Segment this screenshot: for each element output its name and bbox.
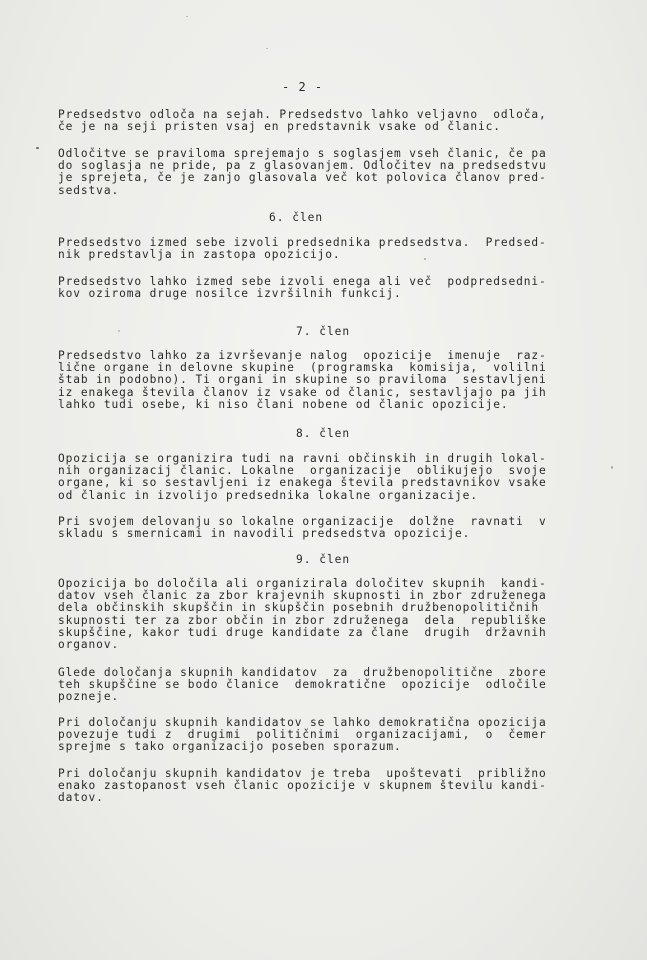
text-line: iz enakega števila članov iz vsake od članic, sestavljajo pa jih xyxy=(58,385,547,399)
text-line: dela občinskih skupščin in skupščin posebnih družbenopolitičnih xyxy=(58,601,540,615)
text-line: Opozicija bo določila ali organizirala določitev skupnih kandi- xyxy=(58,577,547,590)
text-line: je sprejeta, če je zanjo glasovala več kot polovica članov pred- xyxy=(58,171,547,185)
text-line: lahko tudi osebe, ki niso člani nobene od članic opozicije. xyxy=(58,397,509,411)
paragraph-alliances xyxy=(58,717,603,754)
paragraph-representation xyxy=(58,768,603,805)
text-line: Predsedstvo odloča na sejah. Predsedstvo lahko veljavno odloča, xyxy=(58,108,547,121)
paragraph-sessions xyxy=(58,109,603,133)
text-line: skupščine, kakor tudi druge kandidate za člane drugih državnih xyxy=(58,625,547,639)
text-line: Predsedstvo lahko izmed sebe izvoli enega ali več podpredsedni- xyxy=(58,275,547,288)
text-line: sprejme s tako organizacijo poseben sporazum. xyxy=(58,740,402,754)
text-line: organe, ki so sestavljeni iz enakega števila predstavnikov vsake xyxy=(58,476,547,490)
text-line: do soglasja ne pride, pa z glasovanjem. Odločitev na predsedstvu xyxy=(58,159,547,173)
text-line: datov. xyxy=(58,791,104,805)
scan-speck xyxy=(424,258,426,260)
page-number: - 2 - xyxy=(282,80,324,94)
paragraph-president xyxy=(58,237,603,261)
text-line: Pri določanju skupnih kandidatov je treba upoštevati približno xyxy=(58,767,547,780)
text-line: lične organe in delovne skupine (programska komisija, volilni xyxy=(58,361,547,375)
text-line: organov. xyxy=(58,638,120,652)
paragraph-candidates xyxy=(58,578,603,651)
text-line: nih organizacij članic. Lokalne organizacije oblikujejo svoje xyxy=(58,464,547,478)
paragraph-local-duties xyxy=(58,516,603,540)
scan-speck xyxy=(266,48,268,49)
text-line: Pri svojem delovanju so lokalne organizacije dolžne ravnati v xyxy=(58,515,547,528)
text-line: Glede določanja skupnih kandidatov za družbenopolitične zbore xyxy=(58,666,547,679)
scan-speck xyxy=(186,16,188,17)
scan-speck xyxy=(611,466,613,469)
text-line: Odločitve se praviloma sprejemajo s soglasjem vseh članic, če pa xyxy=(58,147,547,160)
scan-speck xyxy=(118,330,120,332)
text-line: datov vseh članic za zbor krajevnih skupnosti in zbor združenega xyxy=(58,589,547,603)
text-line: od članic in izvolijo predsednika lokalne organizacije. xyxy=(58,488,478,502)
article-heading-8: 8. člen xyxy=(296,427,351,440)
text-line: če je na seji pristen vsaj en predstavnik vsake od članic. xyxy=(58,120,501,134)
text-line: skupnosti ter za zbor občin in zbor združenega dela republiške xyxy=(58,613,547,627)
text-line: enako zastopanost vseh članic opozicije v skupnem številu kandi- xyxy=(58,779,547,793)
article-heading-6: 6. člen xyxy=(269,211,324,224)
text-line: Predsedstvo izmed sebe izvoli predsednika predsedstva. Predsed- xyxy=(58,236,547,249)
text-line: Pri določanju skupnih kandidatov se lahko demokratična opozicija xyxy=(58,716,547,729)
article-heading-7: 7. člen xyxy=(296,325,351,338)
text-line: nik predstavlja in zastopa opozicijo. xyxy=(58,248,341,262)
scan-speck xyxy=(36,147,39,149)
text-line: teh skupščine se bodo članice demokratične opozicije odločile xyxy=(58,678,547,692)
text-line: povezuje tudi z drugimi političnimi organizacijami, o čemer xyxy=(58,728,547,742)
text-line: sedstva. xyxy=(58,183,120,197)
paragraph-sociopolitical-councils xyxy=(58,667,603,704)
text-line: pozneje. xyxy=(58,690,120,704)
text-line: kov oziroma druge nosilce izvršilnih funkcij. xyxy=(58,287,402,301)
text-line: štab in podobno). Ti organi in skupine so praviloma sestavljeni xyxy=(58,373,547,387)
paragraph-bodies xyxy=(58,350,603,411)
paragraph-local-organisations xyxy=(58,453,603,502)
text-line: Opozicija se organizira tudi na ravni občinskih in drugih lokal- xyxy=(58,452,547,465)
paragraph-decisions xyxy=(58,148,603,197)
text-line: Predsedstvo lahko za izvrševanje nalog opozicije imenuje raz- xyxy=(58,349,547,362)
text-line: skladu s smernicami in navodili predsedstva opozicije. xyxy=(58,527,471,541)
article-heading-9: 9. člen xyxy=(296,553,351,566)
paragraph-vice-presidents xyxy=(58,276,603,300)
